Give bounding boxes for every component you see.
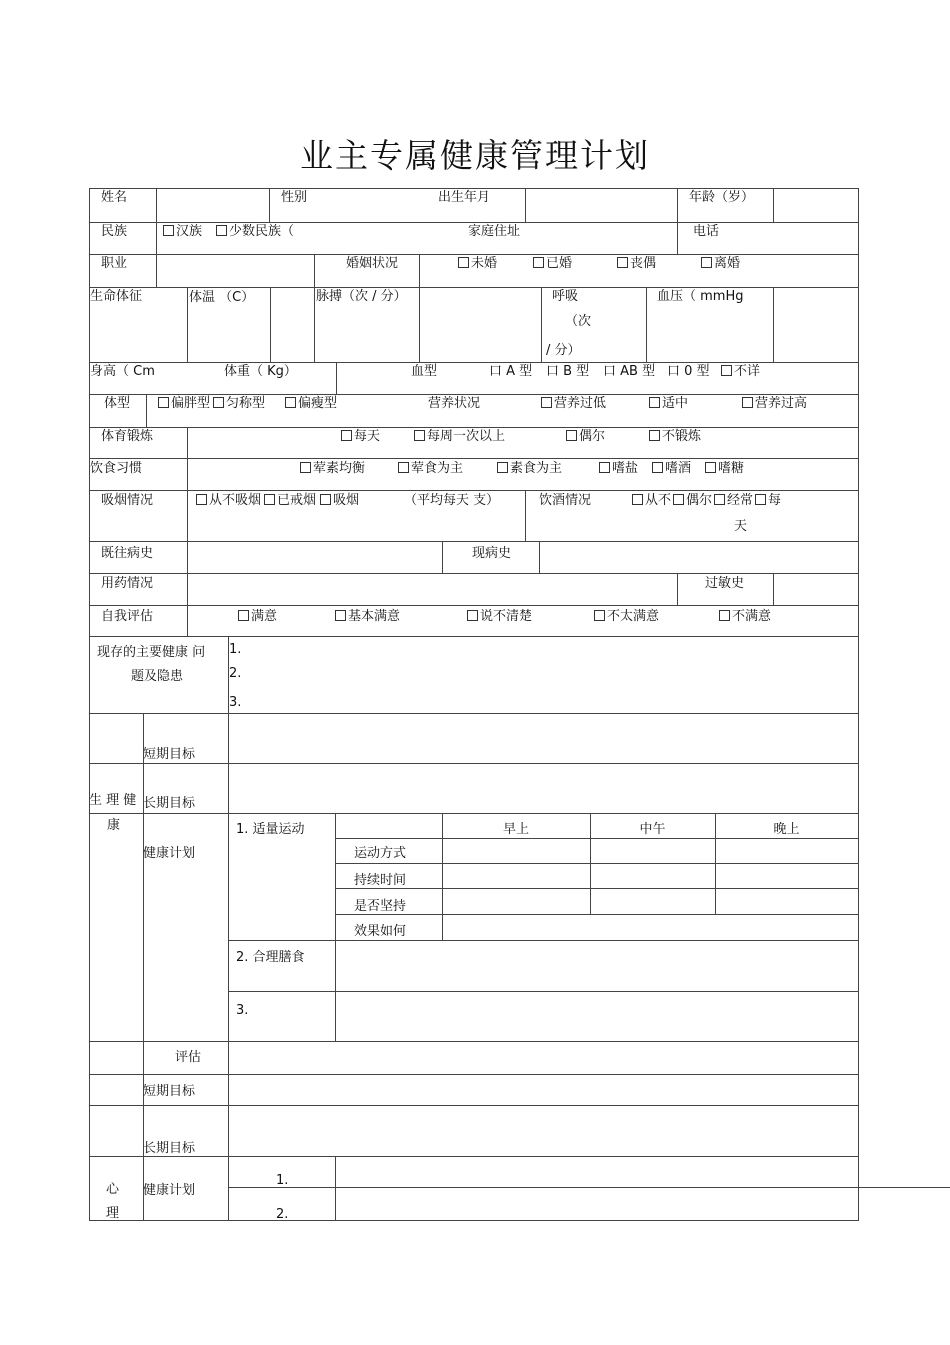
issues-label-2-text: 题及隐患	[131, 669, 184, 684]
table-rule	[335, 914, 859, 915]
option-s2-text: 基本满意	[348, 609, 401, 624]
marital-label-text: 婚姻状况	[346, 256, 399, 271]
checkbox-icon[interactable]	[497, 462, 508, 473]
table-rule	[335, 863, 859, 864]
table-rule	[89, 362, 859, 363]
table-rule	[89, 222, 859, 223]
option-b	[546, 364, 589, 379]
option-s1	[238, 609, 277, 624]
table-rule	[525, 490, 526, 542]
checkbox-icon[interactable]	[414, 430, 425, 441]
option-drink-never	[632, 493, 671, 508]
weight-label-text: 体重（ Kg）	[224, 364, 297, 379]
table-rule	[187, 287, 188, 363]
table-rule	[89, 573, 859, 574]
option-meat	[398, 461, 463, 476]
mental-item-2-text: 2.	[276, 1207, 289, 1222]
table-rule	[156, 222, 157, 255]
table-rule	[419, 287, 420, 363]
blood-label	[411, 364, 437, 379]
option-quit	[264, 493, 316, 508]
option-alcohol	[652, 461, 691, 476]
option-none-text: 不锻炼	[662, 429, 702, 444]
physical-eval-label	[175, 1050, 201, 1065]
present-history-label	[472, 546, 511, 561]
option-even-text: 匀称型	[226, 396, 266, 411]
option-veg	[497, 461, 562, 476]
checkbox-icon[interactable]	[320, 494, 331, 505]
resp-label-2-text: （次	[565, 314, 592, 329]
vitals-label-text: 生命体征	[90, 289, 143, 304]
physical-eval-label-text: 评估	[175, 1050, 202, 1065]
gender-label	[281, 190, 307, 205]
temp-label-text: 体温 （C）	[189, 290, 255, 305]
table-rule	[228, 940, 859, 941]
option-smoking	[320, 493, 359, 508]
option-high-text: 营养过高	[755, 396, 808, 411]
smoke-label	[101, 493, 153, 508]
table-rule	[228, 713, 229, 1075]
table-rule	[773, 188, 774, 223]
row-persist	[354, 899, 406, 914]
table-rule	[187, 605, 188, 637]
option-thin-text: 偏瘦型	[298, 396, 338, 411]
row-persist-text: 是否坚持	[354, 899, 407, 914]
present-history-label-text: 现病史	[472, 546, 512, 561]
name-label-text: 姓名	[101, 190, 128, 205]
option-fat	[158, 396, 210, 411]
row-duration	[354, 873, 406, 888]
checkbox-icon[interactable]	[341, 430, 352, 441]
diet-plan-label-text: 2. 合理膳食	[236, 950, 305, 965]
option-s5-text: 不满意	[732, 609, 772, 624]
table-rule	[187, 427, 188, 459]
option-unmarried	[458, 256, 497, 271]
table-rule	[335, 1156, 336, 1221]
physical-short-label-text: 短期目标	[143, 747, 196, 762]
option-ab	[603, 364, 655, 379]
table-rule	[156, 188, 157, 223]
table-rule	[89, 394, 859, 395]
table-rule	[89, 490, 859, 491]
table-rule	[335, 838, 859, 839]
option-salt	[599, 461, 638, 476]
option-s3-text: 说不清楚	[480, 609, 533, 624]
table-rule	[146, 394, 147, 428]
col-evening-text: 晚上	[773, 822, 800, 837]
gender-label-text: 性别	[281, 190, 308, 205]
option-drink-often	[714, 493, 753, 508]
self-eval-label	[101, 609, 153, 624]
table-rule	[677, 188, 678, 223]
option-divorced-text: 离婚	[714, 256, 741, 271]
physical-short-label	[143, 747, 195, 762]
table-rule	[314, 287, 315, 363]
table-rule	[89, 636, 859, 637]
birth-label	[438, 190, 490, 205]
table-rule	[89, 458, 859, 459]
row-mode-text: 运动方式	[354, 846, 407, 861]
exercise-label-text: 体育锻炼	[101, 429, 154, 444]
age-label-text: 年龄（岁）	[689, 190, 755, 205]
checkbox-icon[interactable]	[213, 397, 224, 408]
past-history-label-text: 既往病史	[101, 546, 154, 561]
physical-section-label-text: 生 理 健	[89, 793, 137, 808]
checkbox-icon[interactable]	[196, 494, 207, 505]
table-rule	[89, 813, 859, 814]
option-s2	[335, 609, 400, 624]
option-low-text: 营养过低	[554, 396, 607, 411]
plan-3-label-text: 3.	[236, 1003, 249, 1018]
option-o	[667, 364, 710, 379]
col-noon-text: 中午	[639, 822, 666, 837]
checkbox-icon[interactable]	[649, 430, 660, 441]
table-rule	[677, 222, 678, 255]
table-rule	[89, 1105, 859, 1106]
mental-section-label	[106, 1182, 119, 1197]
option-salt-text: 嗜盐	[612, 461, 639, 476]
checkbox-icon[interactable]	[673, 494, 684, 505]
col-morning	[442, 822, 590, 837]
pulse-label	[316, 289, 407, 304]
physical-long-label-text: 长期目标	[143, 796, 196, 811]
checkbox-icon[interactable]	[285, 397, 296, 408]
issue-1-text: 1.	[229, 642, 242, 657]
table-rule	[773, 573, 774, 606]
physical-section-label	[89, 793, 136, 808]
plan-3-label	[236, 1003, 248, 1018]
past-history-label	[101, 546, 153, 561]
checkbox-icon[interactable]	[714, 494, 725, 505]
checkbox-icon[interactable]	[467, 610, 478, 621]
age-label	[689, 190, 754, 205]
option-divorced	[701, 256, 740, 271]
physical-long-label	[143, 796, 195, 811]
checkbox-icon[interactable]	[158, 397, 169, 408]
occupation-label	[101, 256, 127, 271]
mental-long-label-text: 长期目标	[143, 1141, 196, 1156]
option-drink-never-text: 从不	[645, 493, 672, 508]
table-rule	[89, 254, 859, 255]
option-married-text: 已婚	[546, 256, 573, 271]
occupation-label-text: 职业	[101, 256, 128, 271]
issue-3	[229, 695, 241, 710]
issues-label	[97, 645, 205, 660]
table-rule	[89, 188, 859, 189]
col-evening	[715, 822, 858, 837]
temp-label	[189, 290, 254, 305]
option-none	[649, 429, 701, 444]
issues-label-2	[131, 669, 183, 684]
ethnicity-label	[101, 224, 127, 239]
table-rule	[858, 188, 859, 1221]
physical-section-label-2	[107, 818, 120, 833]
row-mode	[354, 846, 406, 861]
option-never-smoke	[196, 493, 261, 508]
marital-label	[346, 256, 398, 271]
mental-item-1-text: 1.	[276, 1173, 289, 1188]
table-rule	[89, 1041, 859, 1042]
nutrition-label	[428, 396, 480, 411]
table-rule	[187, 573, 188, 606]
table-rule	[314, 254, 315, 288]
option-never-smoke-text: 从不吸烟	[209, 493, 262, 508]
table-rule	[269, 188, 270, 223]
option-balanced-text: 荤素均衡	[313, 461, 366, 476]
table-rule	[677, 573, 678, 606]
drink-daily-2	[734, 519, 747, 534]
checkbox-icon[interactable]	[599, 462, 610, 473]
option-veg-text: 素食为主	[510, 461, 563, 476]
checkbox-icon[interactable]	[721, 365, 732, 376]
height-label	[90, 364, 155, 379]
option-drink-daily	[755, 493, 781, 508]
allergy-label-text: 过敏史	[705, 576, 745, 591]
option-sugar	[705, 461, 744, 476]
issues-label-text: 现存的主要健康 问	[97, 645, 206, 660]
option-sometimes-text: 偶尔	[579, 429, 606, 444]
mental-plan-label-text: 健康计划	[143, 1183, 196, 1198]
option-alcohol-text: 嗜酒	[665, 461, 692, 476]
checkbox-icon[interactable]	[264, 494, 275, 505]
table-rule	[187, 490, 188, 542]
table-rule	[646, 287, 647, 363]
option-sometimes	[566, 429, 605, 444]
bp-label-text: 血压（ mmHg	[657, 289, 744, 304]
mental-plan-label	[143, 1183, 195, 1198]
vitals-label	[90, 289, 142, 304]
table-rule	[228, 991, 859, 992]
checkbox-icon[interactable]	[216, 225, 227, 236]
issue-2-text: 2.	[229, 666, 242, 681]
meds-label	[101, 576, 153, 591]
table-rule	[89, 541, 859, 542]
nutrition-label-text: 营养状况	[428, 396, 481, 411]
mental-short-label-text: 短期目标	[143, 1084, 196, 1099]
diet-label-text: 饮食习惯	[90, 461, 143, 476]
bodytype-label	[104, 396, 130, 411]
checkbox-icon[interactable]	[594, 610, 605, 621]
mental-item-1	[276, 1173, 288, 1188]
name-label	[101, 190, 127, 205]
checkbox-icon[interactable]	[632, 494, 643, 505]
option-widowed-text: 丧偶	[630, 256, 657, 271]
option-s4	[594, 609, 659, 624]
resp-label-3-text: / 分）	[546, 343, 581, 358]
checkbox-icon[interactable]	[742, 397, 753, 408]
exercise-plan-label	[236, 822, 305, 837]
checkbox-icon[interactable]	[566, 430, 577, 441]
checkbox-icon[interactable]	[755, 494, 766, 505]
resp-label-2	[565, 314, 591, 329]
table-rule	[143, 713, 144, 1075]
table-rule	[89, 287, 859, 288]
option-sugar-text: 嗜糖	[718, 461, 745, 476]
table-rule	[89, 188, 90, 1221]
table-rule	[89, 427, 859, 428]
option-b-text: 口 B 型	[546, 364, 590, 379]
option-fat-text: 偏胖型	[171, 396, 211, 411]
drink-label	[539, 493, 591, 508]
option-low	[541, 396, 606, 411]
birth-label-text: 出生年月	[438, 190, 491, 205]
address-label-text: 家庭住址	[468, 224, 521, 239]
table-rule	[539, 541, 540, 574]
mental-section-label-2	[106, 1206, 119, 1221]
exercise-plan-label-text: 1. 适量运动	[236, 822, 305, 837]
option-unknown	[721, 364, 760, 379]
option-high	[742, 396, 807, 411]
table-rule	[419, 254, 420, 288]
physical-section-label-2-text: 康	[107, 818, 121, 833]
option-han-text: 汉族	[176, 224, 203, 239]
checkbox-icon[interactable]	[533, 257, 544, 268]
option-s1-text: 满意	[251, 609, 278, 624]
option-unmarried-text: 未婚	[471, 256, 498, 271]
table-rule	[89, 1156, 859, 1157]
option-mid-text: 适中	[662, 396, 689, 411]
table-rule	[187, 541, 188, 574]
bp-label	[657, 289, 744, 304]
option-weekly-text: 每周一次以上	[427, 429, 506, 444]
mental-section-label-2-text: 理	[106, 1206, 120, 1221]
checkbox-icon[interactable]	[541, 397, 552, 408]
blood-label-text: 血型	[411, 364, 438, 379]
checkbox-icon[interactable]	[705, 462, 716, 473]
page-title: 业主专属健康管理计划	[300, 136, 650, 175]
diet-plan-label	[236, 950, 305, 965]
mental-item-2	[276, 1207, 288, 1222]
table-rule	[187, 458, 188, 491]
table-rule	[335, 813, 336, 1042]
table-rule	[89, 1220, 859, 1221]
smoke-label-text: 吸烟情况	[101, 493, 154, 508]
smoke-perday-text: （平均每天 支）	[404, 493, 500, 508]
table-rule	[228, 1187, 859, 1188]
option-daily-text: 每天	[354, 429, 381, 444]
option-widowed	[617, 256, 656, 271]
physical-plan-label	[143, 846, 195, 861]
table-rule	[228, 1074, 229, 1221]
option-thin	[285, 396, 337, 411]
mental-short-label	[143, 1084, 195, 1099]
option-drink-some	[673, 493, 712, 508]
checkbox-icon[interactable]	[719, 610, 730, 621]
checkbox-icon[interactable]	[300, 462, 311, 473]
checkbox-icon[interactable]	[335, 610, 346, 621]
ethnicity-label-text: 民族	[101, 224, 128, 239]
weight-label	[224, 364, 297, 379]
table-rule	[89, 713, 859, 714]
height-label-text: 身高（ Cm	[90, 364, 155, 379]
option-even	[213, 396, 265, 411]
option-ab-text: 口 AB 型	[603, 364, 656, 379]
option-weekly	[414, 429, 505, 444]
row-effect	[354, 924, 406, 939]
mental-long-label	[143, 1141, 195, 1156]
option-unknown-text: 不详	[734, 364, 761, 379]
option-drink-daily-text: 每	[768, 493, 782, 508]
table-rule	[89, 605, 859, 606]
col-morning-text: 早上	[502, 822, 529, 837]
option-married	[533, 256, 572, 271]
table-rule	[89, 1074, 859, 1075]
option-s4-text: 不太满意	[607, 609, 660, 624]
option-quit-text: 已戒烟	[277, 493, 317, 508]
issue-2	[229, 666, 241, 681]
resp-label	[552, 289, 578, 304]
checkbox-icon[interactable]	[652, 462, 663, 473]
checkbox-icon[interactable]	[163, 225, 174, 236]
option-s5	[719, 609, 771, 624]
table-rule	[270, 287, 271, 363]
table-rule	[336, 362, 337, 395]
table-rule	[525, 188, 526, 223]
allergy-label	[705, 576, 744, 591]
checkbox-icon[interactable]	[458, 257, 469, 268]
checkbox-icon[interactable]	[398, 462, 409, 473]
table-rule	[773, 287, 774, 363]
exercise-label	[101, 429, 153, 444]
option-balanced	[300, 461, 365, 476]
table-rule	[442, 541, 443, 574]
smoke-perday	[404, 493, 499, 508]
option-minority-text: 少数民族（	[229, 224, 295, 239]
option-daily	[341, 429, 380, 444]
option-drink-often-text: 经常	[727, 493, 754, 508]
table-rule	[541, 287, 542, 363]
option-a	[489, 364, 532, 379]
resp-label-3	[546, 343, 581, 358]
drink-label-text: 饮酒情况	[539, 493, 592, 508]
meds-label-text: 用药情况	[101, 576, 154, 591]
col-noon	[590, 822, 715, 837]
row-effect-text: 效果如何	[354, 924, 407, 939]
table-rule	[89, 763, 859, 764]
option-minority	[216, 224, 294, 239]
option-s3	[467, 609, 532, 624]
resp-label-text: 呼吸	[552, 289, 579, 304]
pulse-label-text: 脉搏（次 / 分）	[316, 289, 407, 304]
diet-label	[90, 461, 142, 476]
option-meat-text: 荤食为主	[411, 461, 464, 476]
phone-label	[693, 224, 719, 239]
option-a-text: 口 A 型	[489, 364, 533, 379]
mental-section-label-text: 心	[106, 1182, 120, 1197]
option-o-text: 口 0 型	[667, 364, 710, 379]
option-drink-some-text: 偶尔	[686, 493, 713, 508]
physical-plan-label-text: 健康计划	[143, 846, 196, 861]
table-rule	[156, 254, 157, 288]
option-han	[163, 224, 202, 239]
row-duration-text: 持续时间	[354, 873, 407, 888]
drink-daily-2-text: 天	[734, 519, 748, 534]
checkbox-icon[interactable]	[238, 610, 249, 621]
self-eval-label-text: 自我评估	[101, 609, 154, 624]
option-mid	[649, 396, 688, 411]
issue-3-text: 3.	[229, 695, 242, 710]
checkbox-icon[interactable]	[617, 257, 628, 268]
checkbox-icon[interactable]	[649, 397, 660, 408]
option-smoking-text: 吸烟	[333, 493, 360, 508]
phone-label-text: 电话	[693, 224, 720, 239]
checkbox-icon[interactable]	[701, 257, 712, 268]
address-label	[468, 224, 520, 239]
issue-1	[229, 642, 241, 657]
table-rule	[335, 888, 859, 889]
bodytype-label-text: 体型	[104, 396, 131, 411]
